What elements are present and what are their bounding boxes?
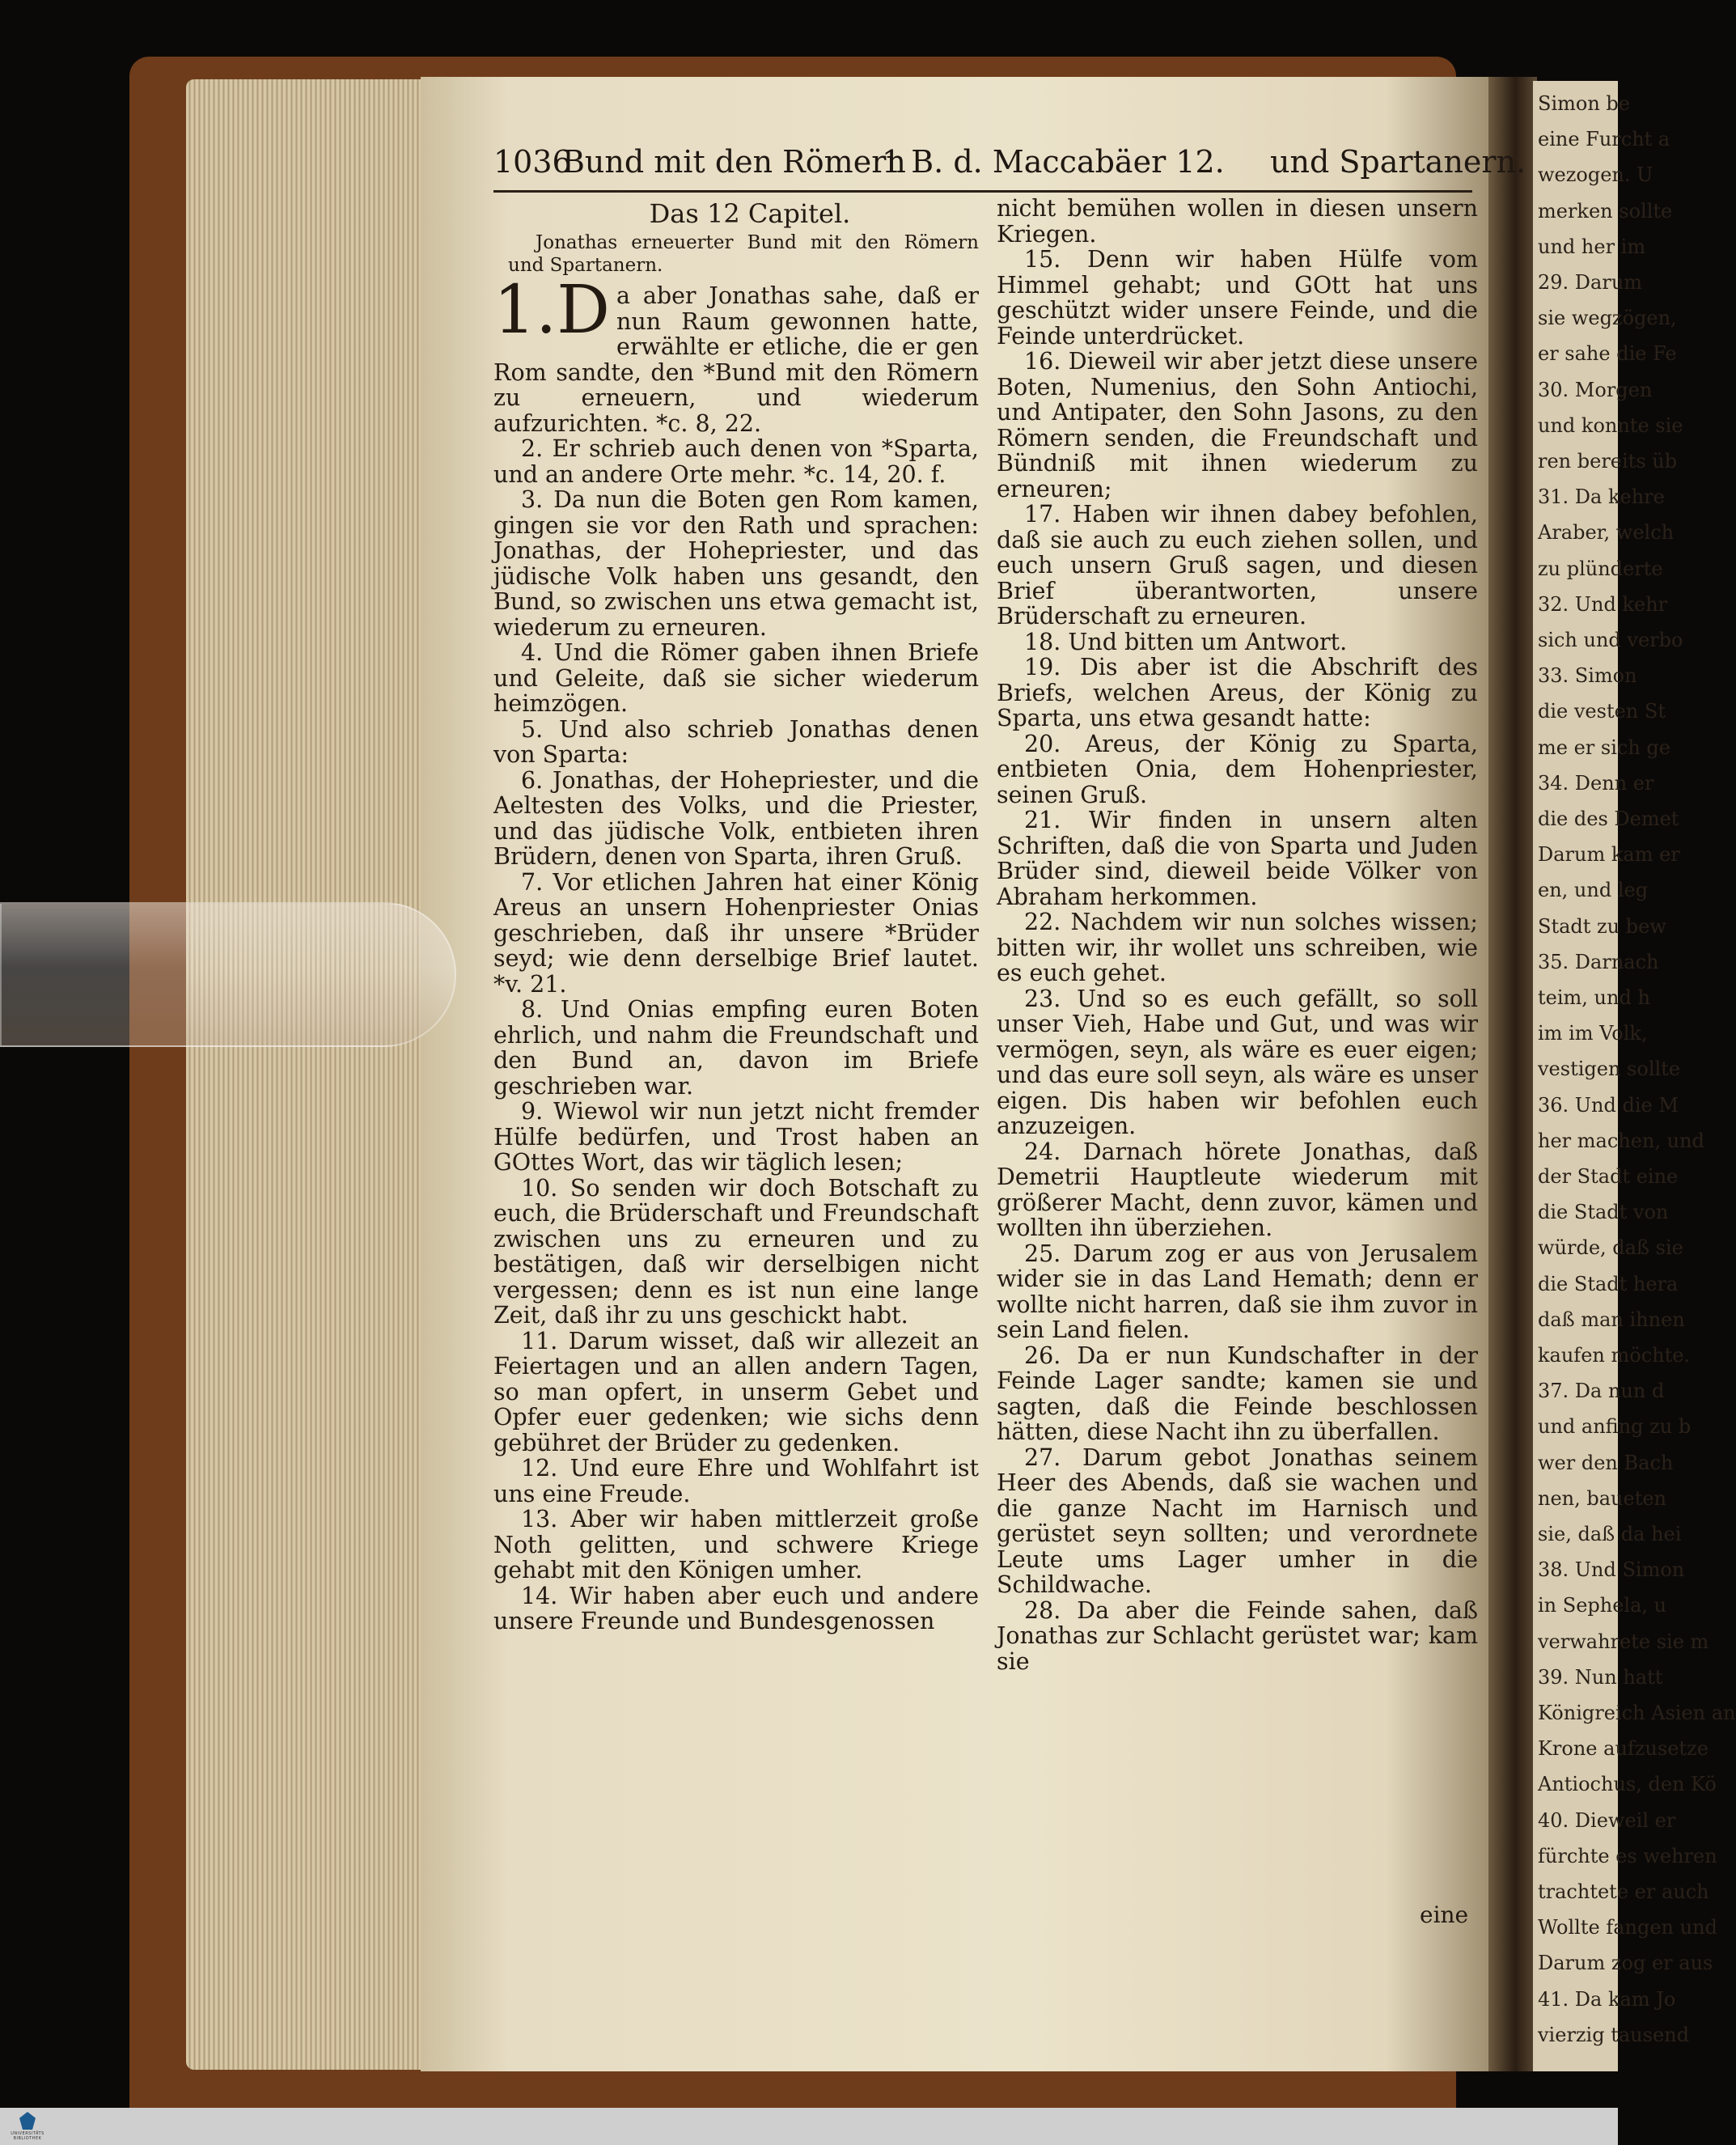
next-page-line: sich und verbo <box>1538 629 1683 651</box>
next-page-line: Wollte fangen und <box>1538 1916 1717 1939</box>
verse-paragraph: 3. Da nun die Boten gen Rom kamen, gingen sie vor den Rath und sprachen: Jonathas, der Hohepriester, und das jüdische Volk haben uns gesandt, den Bund, so zwischen uns etwa gemacht ist, wiederum zu erneuren. <box>493 486 979 641</box>
next-page-line: merken sollte <box>1538 199 1673 223</box>
next-page-line: und her im <box>1538 235 1646 258</box>
verse-paragraph-first <box>493 272 979 437</box>
library-logo-mark <box>19 2112 36 2130</box>
library-logo-text: UNIVERSITÄTS BIBLIOTHEK <box>11 2131 44 2141</box>
verse-number-and-dropcap: 1.D <box>493 272 610 349</box>
verse-paragraph: 14. Wir haben aber euch und andere unsere Freunde und Bundesgenossen <box>493 1582 979 1634</box>
next-page-line: 40. Dieweil er <box>1538 1808 1676 1832</box>
next-page-line: sie wegzögen, <box>1538 307 1677 330</box>
next-page-line: zu plünderte <box>1538 557 1663 580</box>
next-page-line: kaufen möchte. <box>1538 1344 1691 1367</box>
next-page-line: 38. Und Simon <box>1538 1558 1685 1582</box>
next-page-line: Simon be <box>1538 92 1630 115</box>
verse-paragraph: 4. Und die Römer gaben ihnen Briefe und Geleite, daß sie sicher wiederum heimzögen. <box>493 639 979 717</box>
next-page-line: würde, daß sie <box>1538 1236 1683 1260</box>
next-page-line: wer den Bach <box>1538 1451 1674 1474</box>
verse-paragraph: 13. Aber wir haben mittlerzeit große Noth gelitten, und schwere Kriege gehabt mit den Königen umher. <box>493 1506 979 1583</box>
next-page-line: Darum zog er aus <box>1538 1952 1713 1975</box>
page-edges <box>186 79 429 2070</box>
next-page-line: her machen, und <box>1538 1129 1704 1152</box>
next-page-line: 35. Darnach <box>1538 950 1659 973</box>
verse-paragraph: 15. Denn wir haben Hülfe vom Himmel gehabt; und GOtt hat uns geschützt wider unsere Feinde, und die Feinde unterdrücket. <box>997 246 1478 350</box>
verse-paragraph: 21. Wir finden in unsern alten Schriften, daß die von Sparta und Juden Brüder sind, dieweil beide Völker von Abraham herkommen. <box>997 807 1478 910</box>
next-page-line: verwahrete sie m <box>1538 1630 1709 1653</box>
verse-text: a aber Jonathas sahe, daß er nun Raum gewonnen hatte, erwählte er etliche, die er gen Rom sandte, den *Bund mit den Römern zu erneuern, und wiederum aufzurichten. *c. 8, 22. <box>493 282 979 437</box>
next-page-line: die des Demet <box>1538 808 1679 830</box>
next-page-line: im im Volk, <box>1538 1022 1648 1045</box>
verse-paragraph: 5. Und also schrieb Jonathas denen von Sparta: <box>493 715 979 768</box>
right-page-fragment <box>1533 81 1736 2071</box>
running-header <box>493 144 1526 189</box>
verse-paragraph: 12. Und eure Ehre und Wohlfahrt ist uns eine Freude. <box>493 1455 979 1507</box>
next-page-line: Stadt zu bew <box>1538 914 1666 938</box>
verse-paragraph: 17. Haben wir ihnen dabey befohlen, daß sie auch zu euch ziehen sollen, und euch unsern Gruß sagen, und diesen Brief überantworten, unsere Brüderschaft zu erneuren. <box>997 501 1478 630</box>
left-text-column <box>493 196 979 1634</box>
next-page-line: Darum kam er <box>1538 843 1680 867</box>
glass-page-clamp <box>0 902 456 1047</box>
header-center-title: 1 B. d. Maccabäer 12. <box>882 144 1225 180</box>
next-page-line: en, und leg <box>1538 879 1649 902</box>
next-page-line: 34. Denn er <box>1538 771 1654 795</box>
verse-paragraph: 22. Nachdem wir nun solches wissen; bitten wir, ihr wollet uns schreiben, wie es euch gehet. <box>997 909 1478 986</box>
next-page-line: und anfing zu b <box>1538 1415 1692 1439</box>
next-page-line: wezogen. U <box>1538 163 1653 187</box>
next-page-line: nen, baueten <box>1538 1486 1667 1510</box>
next-page-line: fürchte es wehren <box>1538 1844 1717 1867</box>
viewer-bottom-bar <box>0 2108 1618 2145</box>
header-rule <box>493 190 1472 193</box>
next-page-line: Krone aufzusetze <box>1538 1737 1708 1761</box>
verse-paragraph: 19. Dis aber ist die Abschrift des Briefs, welchen Areus, der König zu Sparta, uns etwa gesandt hatte: <box>997 654 1478 731</box>
chapter-heading: Das 12 Capitel. <box>649 198 851 229</box>
next-page-line: 33. Simon <box>1538 664 1637 688</box>
next-page-line: 32. Und kehr <box>1538 592 1668 616</box>
verse-paragraph: 25. Darum zog er aus von Jerusalem wider sie in das Land Hemath; denn er wollte nicht harren, daß sie ihm zuvor in sein Land fielen. <box>997 1240 1478 1343</box>
next-page-line: vestigen sollte <box>1538 1058 1681 1081</box>
verse-paragraph: 10. So senden wir doch Botschaft zu euch, die Brüderschaft und Freundschaft zwischen uns zu erneuren und zu bestätigen, daß wir derselbigen nicht vergessen; denn es ist nun eine lange Zeit, daß ihr zu uns geschickt habt. <box>493 1174 979 1329</box>
verse-paragraph: 11. Darum wisset, daß wir allezeit an Feiertagen und an allen andern Tagen, so man opfert, in unserm Gebet und Opfer euer gedenken; wie sichs denn gebühret der Brüder zu gedenken. <box>493 1327 979 1456</box>
verse-paragraph: 24. Darnach hörete Jonathas, daß Demetrii Hauptleute wiederum mit größerer Macht, denn zuvor, kämen und wollten ihn überziehen. <box>997 1138 1478 1241</box>
verse-paragraph: 18. Und bitten um Antwort. <box>1024 628 1348 655</box>
next-page-line: und konnte sie <box>1538 413 1683 437</box>
verse-paragraph: 6. Jonathas, der Hohepriester, und die Aeltesten des Volks, und die Priester, und das jüdische Volk, entbieten ihren Brüdern, denen von Sparta, ihren Gruß. <box>493 766 979 870</box>
verse-paragraph: 28. Da aber die Feinde sahen, daß Jonathas zur Schlacht gerüstet war; kam sie <box>997 1596 1478 1675</box>
next-page-line: 37. Da nun d <box>1538 1380 1665 1403</box>
next-page-line: 39. Nun hatt <box>1538 1665 1663 1689</box>
next-page-line: sie, daß da hei <box>1538 1523 1682 1545</box>
book-gutter <box>1488 77 1537 2071</box>
header-right-title: und Spartanern. <box>1270 144 1526 180</box>
next-page-line: me er sich ge <box>1538 735 1670 759</box>
page-number: 1036 <box>493 144 572 180</box>
verse-paragraph: 7. Vor etlichen Jahren hat einer König Areus an unsern Hohenpriester Onias geschrieben, daß ihr unsere *Brüder seyd; wie denn derselbige Brief lautet. *v. 21. <box>493 868 979 998</box>
next-page-line: die Stadt von <box>1538 1201 1669 1224</box>
next-page-line: Königreich Asien an <box>1538 1702 1736 1724</box>
next-page-line: 36. Und die M <box>1538 1093 1679 1117</box>
next-page-line: die vesten St <box>1538 700 1666 723</box>
next-page-line: 41. Da kam Jo <box>1538 1987 1676 2011</box>
next-page-line: teim, und h <box>1538 986 1650 1009</box>
verse-paragraph: 23. Und so es euch gefällt, so soll unser Vieh, Habe und Gut, und was wir vermögen, seyn, als wäre es euer eigen; und das eure soll seyn, als wäre es unser eigen. Dis haben wir befohlen euch anzuzeigen. <box>997 985 1478 1139</box>
next-page-line: er sahe die Fe <box>1538 342 1677 366</box>
next-page-line: daß man ihnen <box>1538 1308 1685 1331</box>
chapter-summary: Jonathas erneuerter Bund mit den Römern und Spartanern. <box>508 232 979 276</box>
next-page-line: ren bereits üb <box>1538 450 1678 473</box>
next-page-line: 30. Morgen <box>1538 378 1653 401</box>
next-page-line: Araber, welch <box>1538 521 1675 545</box>
library-logo <box>10 2112 45 2141</box>
verse-paragraph: 16. Dieweil wir aber jetzt diese unsere Boten, Numenius, den Sohn Antiochi, und Antipater, den Sohn Jasons, zu den Römern senden, die Freundschaft und Bündniß mit ihnen wiederum zu erneuren; <box>997 348 1478 502</box>
right-text-column <box>997 196 1478 1674</box>
verse-paragraph: 26. Da er nun Kundschafter in der Feinde Lager sandte; kamen sie und sagten, daß die Feinde beschlossen hätten, diese Nacht ihn zu überfallen. <box>997 1342 1478 1445</box>
next-page-line: eine Furcht a <box>1538 128 1670 151</box>
verse-paragraph: 8. Und Onias empfing euren Boten ehrlich, und nahm die Freundschaft und den Bund an, davon im Briefe geschrieben war. <box>493 996 979 1100</box>
verse-paragraph: 27. Darum gebot Jonathas seinem Heer des Abends, daß sie wachen und die ganze Nacht im Harnisch und gerüstet seyn sollten; und verordnete Leute ums Lager umher in die Schildwache. <box>997 1443 1478 1598</box>
next-page-line: 29. Darum <box>1538 271 1643 294</box>
next-page-line: Antiochus, den Kö <box>1538 1773 1717 1796</box>
catchword: eine <box>1420 1901 1469 1928</box>
verse-paragraph: 9. Wiewol wir nun jetzt nicht fremder Hülfe bedürfen, und Trost haben an GOttes Wort, das wir täglich lesen; <box>493 1098 979 1176</box>
header-left-title: Bund mit den Römern <box>562 144 906 180</box>
next-page-line: der Stadt eine <box>1538 1165 1679 1188</box>
next-page-line: vierzig tausend <box>1538 2023 1689 2046</box>
next-page-line: 31. Da kehre <box>1538 485 1665 509</box>
next-page-line: die Stadt hera <box>1538 1272 1679 1295</box>
verse-paragraph: nicht bemühen wollen in diesen unsern Kriegen. <box>997 195 1478 248</box>
next-page-line: in Sephela, u <box>1538 1594 1667 1617</box>
verse-paragraph: 2. Er schrieb auch denen von *Sparta, und an andere Orte mehr. *c. 14, 20. f. <box>493 435 979 488</box>
verse-paragraph: 20. Areus, der König zu Sparta, entbieten Onia, dem Hohenpriester, seinen Gruß. <box>997 730 1478 808</box>
next-page-line: trachtete er auch <box>1538 1880 1709 1903</box>
